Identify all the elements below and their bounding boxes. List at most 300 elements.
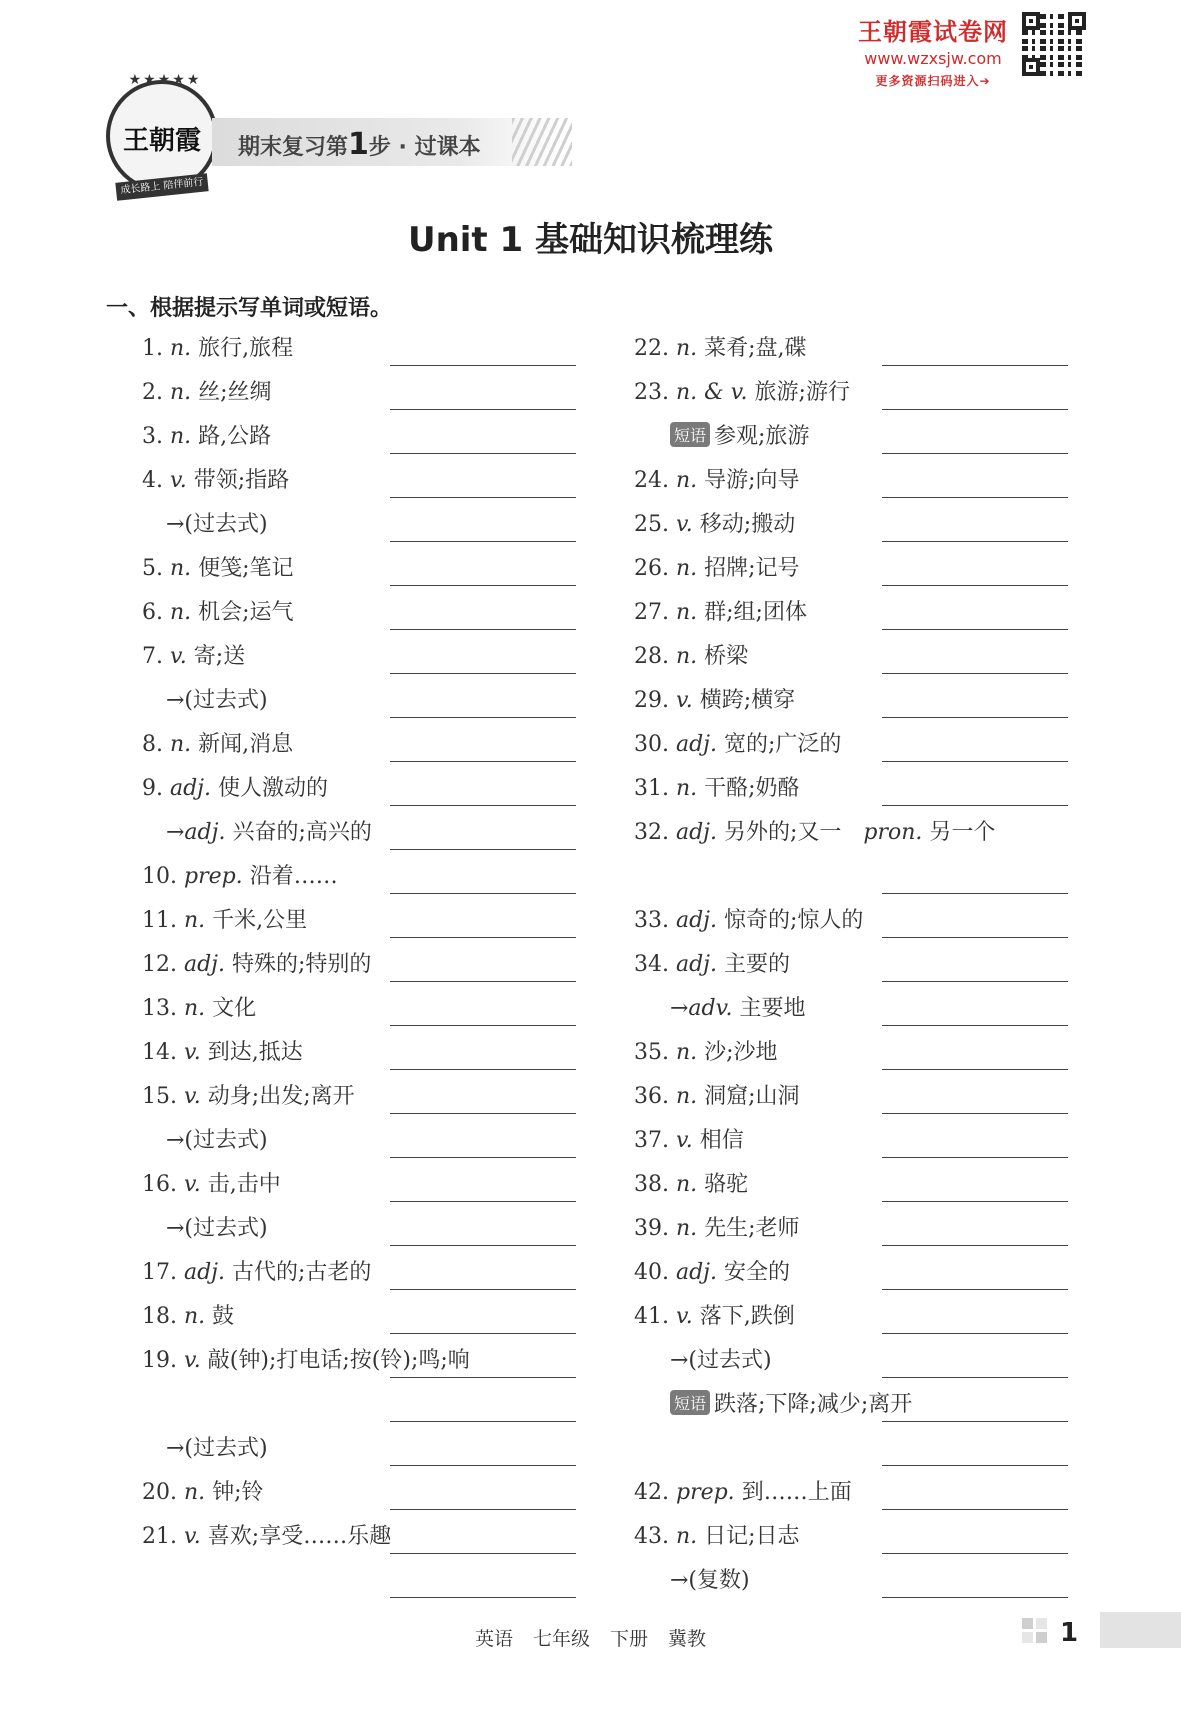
- vocab-prompt: [634, 1475, 852, 1506]
- part-of-speech: v.: [675, 512, 700, 537]
- part-of-speech: n.: [169, 380, 199, 405]
- vocab-row: [634, 551, 1074, 591]
- answer-blank[interactable]: [390, 849, 576, 850]
- brand-subtitle: 更多资源扫码进入➔: [875, 74, 991, 88]
- vocab-row: [634, 1475, 1074, 1515]
- item-number: 16.: [142, 1172, 184, 1197]
- answer-blank[interactable]: [390, 1289, 576, 1290]
- meaning-text: →(过去式): [166, 512, 268, 537]
- extra-meaning: pron. 另一个: [863, 820, 996, 845]
- vocab-row: [634, 1563, 1074, 1603]
- meaning-text: 文化: [212, 996, 257, 1021]
- item-number: 5.: [142, 556, 170, 581]
- vocab-prompt: [670, 1563, 750, 1594]
- meaning-text: 敲(钟);打电话;按(铃);鸣;响: [207, 1348, 470, 1373]
- item-number: 34.: [634, 952, 676, 977]
- answer-blank[interactable]: [390, 1157, 576, 1158]
- vocab-row: [634, 419, 1074, 459]
- vocab-prompt: [634, 1211, 800, 1242]
- item-number: 13.: [142, 996, 184, 1021]
- vocab-prompt: [166, 1431, 268, 1462]
- answer-blank[interactable]: [390, 1201, 576, 1202]
- meaning-text: 特殊的;特别的: [232, 952, 372, 977]
- vocab-prompt: [142, 1299, 234, 1330]
- meaning-text: 到……上面: [741, 1480, 852, 1505]
- vocab-row: [142, 551, 582, 591]
- item-number: 4.: [142, 468, 170, 493]
- meaning-text: 丝;丝绸: [198, 380, 272, 405]
- vocab-row: [634, 1035, 1074, 1075]
- answer-blank[interactable]: [882, 761, 1068, 762]
- vocab-row: [142, 1387, 582, 1427]
- meaning-text: 桥梁: [704, 644, 749, 669]
- answer-blank[interactable]: [882, 629, 1068, 630]
- part-of-speech: prep.: [675, 1480, 742, 1505]
- vocab-prompt: [634, 1519, 800, 1550]
- vocab-prompt: [634, 331, 807, 362]
- phrase-badge: 短语: [670, 422, 710, 447]
- answer-blank[interactable]: [390, 937, 576, 938]
- vocab-prompt: [142, 947, 371, 978]
- meaning-text: 沿着……: [249, 864, 338, 889]
- vocab-prompt: [142, 771, 328, 802]
- item-number: 22.: [634, 336, 676, 361]
- item-number: 43.: [634, 1524, 676, 1549]
- decor-squares: [1022, 1618, 1048, 1644]
- vocab-row: [634, 947, 1074, 987]
- vocab-row: [634, 1255, 1074, 1295]
- vocab-row: [142, 1211, 582, 1251]
- answer-blank[interactable]: [882, 365, 1068, 366]
- part-of-speech: adj.: [675, 952, 724, 977]
- answer-blank[interactable]: [390, 541, 576, 542]
- item-number: 37.: [634, 1128, 676, 1153]
- answer-blank[interactable]: [390, 1113, 576, 1114]
- meaning-text: 旅游;游行: [754, 380, 850, 405]
- item-number: 10.: [142, 864, 184, 889]
- meaning-text: 横跨;横穿: [699, 688, 796, 713]
- part-of-speech: n.: [169, 556, 199, 581]
- answer-blank[interactable]: [390, 453, 576, 454]
- vocab-prompt: [634, 463, 800, 494]
- vocab-row: [142, 375, 582, 415]
- part-of-speech: v.: [183, 1172, 208, 1197]
- item-number: 36.: [634, 1084, 676, 1109]
- vocab-row: [634, 1343, 1074, 1383]
- item-number: 28.: [634, 644, 676, 669]
- vocab-prompt: [142, 1475, 264, 1506]
- vocab-row: [634, 903, 1074, 943]
- item-number: 40.: [634, 1260, 676, 1285]
- answer-blank[interactable]: [390, 365, 576, 366]
- answer-blank[interactable]: [390, 409, 576, 410]
- vocab-prompt: [142, 595, 294, 626]
- part-of-speech: n.: [183, 1480, 213, 1505]
- part-of-speech: v.: [169, 468, 194, 493]
- part-of-speech: n.: [183, 1304, 213, 1329]
- vocab-prompt: [142, 1079, 355, 1110]
- answer-blank[interactable]: [390, 1245, 576, 1246]
- part-of-speech: n.: [675, 1172, 705, 1197]
- meaning-text: 干酪;奶酪: [704, 776, 800, 801]
- meaning-text: 洞窟;山洞: [704, 1084, 800, 1109]
- vocab-row: [142, 463, 582, 503]
- vocab-prompt: [634, 375, 850, 406]
- vocab-row: [634, 1211, 1074, 1251]
- vocab-prompt: [142, 903, 307, 934]
- item-number: 8.: [142, 732, 170, 757]
- vocab-prompt: [634, 771, 800, 802]
- meaning-text: →(过去式): [166, 1436, 268, 1461]
- part-of-speech: v.: [183, 1040, 208, 1065]
- vocab-prompt: [142, 375, 272, 406]
- vocab-prompt: [166, 1123, 268, 1154]
- vocab-row: [634, 1123, 1074, 1163]
- vocab-row: [634, 1167, 1074, 1207]
- part-of-speech: adj.: [183, 1260, 232, 1285]
- answer-blank[interactable]: [390, 1377, 576, 1378]
- answer-blank[interactable]: [390, 673, 576, 674]
- vocab-prompt: [670, 1343, 772, 1374]
- vocab-row: [634, 991, 1074, 1031]
- meaning-text: 击,击中: [207, 1172, 281, 1197]
- vocab-prompt: [634, 1255, 790, 1286]
- vocab-row: [634, 1387, 1074, 1427]
- answer-blank[interactable]: [390, 1025, 576, 1026]
- vocab-row: [142, 815, 582, 855]
- item-number: 11.: [142, 908, 184, 933]
- meaning-text: →(过去式): [670, 1348, 772, 1373]
- part-of-speech: v.: [675, 1128, 700, 1153]
- vocab-prompt: [142, 1255, 371, 1286]
- logo-slogan: 成长路上 陪伴前行: [115, 173, 208, 201]
- item-number: 15.: [142, 1084, 184, 1109]
- answer-blank[interactable]: [882, 1333, 1068, 1334]
- vocab-row: [142, 639, 582, 679]
- part-of-speech: v.: [183, 1348, 208, 1373]
- part-of-speech: adj.: [183, 952, 232, 977]
- meaning-text: 带领;指路: [193, 468, 290, 493]
- part-of-speech: n.: [675, 776, 705, 801]
- meaning-text: 跌落;下降;减少;离开: [714, 1392, 913, 1417]
- answer-blank[interactable]: [882, 893, 1068, 894]
- vocab-row: [142, 419, 582, 459]
- answer-blank[interactable]: [390, 1465, 576, 1466]
- item-number: 21.: [142, 1524, 184, 1549]
- item-number: 38.: [634, 1172, 676, 1197]
- answer-blank[interactable]: [390, 497, 576, 498]
- vocab-row: [142, 1299, 582, 1339]
- item-number: 42.: [634, 1480, 676, 1505]
- vocab-row: [142, 859, 582, 899]
- meaning-text: 导游;向导: [704, 468, 800, 493]
- answer-blank[interactable]: [882, 585, 1068, 586]
- answer-blank[interactable]: [882, 1245, 1068, 1246]
- vocab-row: [634, 463, 1074, 503]
- vocab-prompt: [634, 1123, 744, 1154]
- item-number: 2.: [142, 380, 170, 405]
- answer-blank[interactable]: [390, 1509, 576, 1510]
- vocab-prompt: [634, 1079, 800, 1110]
- answer-blank[interactable]: [390, 585, 576, 586]
- item-number: 19.: [142, 1348, 184, 1373]
- stars-icon: ★★★★★: [128, 72, 202, 88]
- meaning-text: →(过去式): [166, 1128, 268, 1153]
- vocab-row: [634, 859, 1074, 899]
- logo-name: 王朝霞: [122, 126, 201, 156]
- answer-blank[interactable]: [882, 1509, 1068, 1510]
- vocab-row: [142, 331, 582, 371]
- vocab-row: [634, 331, 1074, 371]
- part-of-speech: adj.: [675, 1260, 724, 1285]
- answer-blank[interactable]: [882, 1377, 1068, 1378]
- item-number: 1.: [142, 336, 170, 361]
- part-of-speech: prep.: [183, 864, 250, 889]
- part-of-speech: adj.: [675, 820, 724, 845]
- answer-blank[interactable]: [882, 497, 1068, 498]
- part-of-speech: n.: [169, 336, 199, 361]
- vocab-prompt: [634, 727, 841, 758]
- part-of-speech: n.: [675, 1524, 705, 1549]
- answer-blank[interactable]: [390, 1333, 576, 1334]
- vocab-row: [142, 683, 582, 723]
- meaning-text: 主要地: [739, 996, 806, 1021]
- vocab-prompt: [142, 859, 338, 890]
- wangzhaoxia-logo: [106, 72, 218, 197]
- vocab-row: [142, 1123, 582, 1163]
- part-of-speech: adj.: [169, 776, 218, 801]
- meaning-text: 参观;旅游: [714, 424, 810, 449]
- vocab-prompt: [142, 1035, 303, 1066]
- meaning-text: 寄;送: [193, 644, 246, 669]
- part-of-speech: →adv.: [670, 996, 740, 1021]
- vocab-row: [634, 1431, 1074, 1471]
- vocab-row: [634, 1299, 1074, 1339]
- vocab-prompt: [634, 595, 807, 626]
- answer-blank[interactable]: [390, 981, 576, 982]
- answer-blank[interactable]: [882, 1113, 1068, 1114]
- item-number: 14.: [142, 1040, 184, 1065]
- answer-blank[interactable]: [882, 1289, 1068, 1290]
- vocab-row: [142, 1431, 582, 1471]
- item-number: 41.: [634, 1304, 676, 1329]
- part-of-speech: →adj.: [166, 820, 233, 845]
- meaning-text: 先生;老师: [704, 1216, 800, 1241]
- item-number: 25.: [634, 512, 676, 537]
- answer-blank[interactable]: [390, 805, 576, 806]
- vocab-row: [634, 639, 1074, 679]
- section-heading: 一、根据提示写单词或短语。: [106, 296, 393, 321]
- vocab-row: [634, 683, 1074, 723]
- answer-blank[interactable]: [882, 1069, 1068, 1070]
- meaning-text: 千米,公里: [212, 908, 308, 933]
- banner-title: [238, 127, 481, 162]
- meaning-text: 旅行,旅程: [198, 336, 294, 361]
- page-tab: [1100, 1612, 1181, 1648]
- brand-block: [848, 12, 1018, 89]
- vocab-row: [634, 1079, 1074, 1119]
- answer-blank[interactable]: [882, 717, 1068, 718]
- footer-subject: 英语 七年级 下册 冀教: [474, 1628, 707, 1650]
- page-title: Unit 1 基础知识梳理练: [407, 220, 774, 260]
- vocab-prompt: [634, 1035, 778, 1066]
- vocab-row: [142, 507, 582, 547]
- vocab-row: [634, 375, 1074, 415]
- meaning-text: 移动;搬动: [699, 512, 796, 537]
- answer-blank[interactable]: [882, 453, 1068, 454]
- item-number: 12.: [142, 952, 184, 977]
- part-of-speech: n.: [675, 600, 705, 625]
- answer-blank[interactable]: [882, 1421, 1068, 1422]
- vocab-prompt: [634, 903, 863, 934]
- meaning-text: →(过去式): [166, 688, 268, 713]
- banner-stripes: [512, 118, 572, 166]
- meaning-text: 日记;日志: [704, 1524, 800, 1549]
- meaning-text: 相信: [699, 1128, 744, 1153]
- brand-url[interactable]: www.wzxsjw.com: [864, 49, 1002, 68]
- vocab-prompt: [166, 507, 268, 538]
- vocab-prompt: [166, 815, 372, 846]
- answer-blank[interactable]: [390, 717, 576, 718]
- item-number: 3.: [142, 424, 170, 449]
- item-number: 23.: [634, 380, 676, 405]
- meaning-text: 兴奋的;高兴的: [232, 820, 372, 845]
- meaning-text: 新闻,消息: [198, 732, 294, 757]
- item-number: 33.: [634, 908, 676, 933]
- item-number: 7.: [142, 644, 170, 669]
- vocab-prompt: [142, 639, 245, 670]
- part-of-speech: adj.: [675, 908, 724, 933]
- vocab-row: [634, 1519, 1074, 1559]
- answer-blank[interactable]: [882, 541, 1068, 542]
- vocab-prompt: [142, 331, 293, 362]
- part-of-speech: n.: [675, 556, 705, 581]
- meaning-text: 鼓: [212, 1304, 235, 1329]
- vocab-row: [634, 815, 1074, 855]
- vocab-prompt: [634, 1299, 795, 1330]
- vocab-prompt: [634, 507, 795, 538]
- meaning-text: 骆驼: [704, 1172, 749, 1197]
- vocab-row: [142, 771, 582, 811]
- vocab-row: [142, 947, 582, 987]
- vocab-prompt: [142, 419, 271, 450]
- item-number: 27.: [634, 600, 676, 625]
- vocab-row: [634, 507, 1074, 547]
- item-number: 17.: [142, 1260, 184, 1285]
- part-of-speech: v.: [183, 1524, 208, 1549]
- banner-suffix: 步 · 过课本: [368, 135, 481, 160]
- vocab-prompt: [634, 639, 748, 670]
- meaning-text: 主要的: [724, 952, 791, 977]
- meaning-text: 使人激动的: [218, 776, 329, 801]
- answer-blank[interactable]: [882, 409, 1068, 410]
- part-of-speech: adj.: [675, 732, 724, 757]
- vocab-row: [634, 727, 1074, 767]
- vocab-row: [634, 771, 1074, 811]
- vocab-prompt: [142, 551, 294, 582]
- meaning-text: 路,公路: [198, 424, 272, 449]
- vocab-prompt: [634, 551, 800, 582]
- meaning-text: 喜欢;享受……乐趣: [207, 1524, 392, 1549]
- answer-blank[interactable]: [882, 1025, 1068, 1026]
- item-number: 24.: [634, 468, 676, 493]
- meaning-text: 动身;出发;离开: [207, 1084, 355, 1109]
- vocab-prompt: [634, 1167, 748, 1198]
- answer-blank[interactable]: [390, 629, 576, 630]
- answer-blank[interactable]: [882, 805, 1068, 806]
- vocab-prompt: [670, 1387, 912, 1418]
- brand-name: 王朝霞试卷网: [858, 18, 1008, 46]
- part-of-speech: v.: [169, 644, 194, 669]
- part-of-speech: n.: [183, 908, 213, 933]
- item-number: 26.: [634, 556, 676, 581]
- vocab-prompt: [166, 1211, 268, 1242]
- item-number: 30.: [634, 732, 676, 757]
- answer-blank[interactable]: [390, 1421, 576, 1422]
- answer-blank[interactable]: [882, 1597, 1068, 1598]
- meaning-text: 机会;运气: [198, 600, 294, 625]
- item-number: 32.: [634, 820, 676, 845]
- banner-step: 1: [348, 127, 369, 162]
- answer-blank[interactable]: [882, 1157, 1068, 1158]
- vocab-row: [142, 1475, 582, 1515]
- answer-blank[interactable]: [390, 761, 576, 762]
- meaning-text: 落下,跌倒: [699, 1304, 795, 1329]
- answer-blank[interactable]: [390, 1069, 576, 1070]
- answer-blank[interactable]: [882, 1553, 1068, 1554]
- meaning-text: 另外的;又一: [724, 820, 842, 845]
- answer-blank[interactable]: [882, 1465, 1068, 1466]
- answer-blank[interactable]: [390, 1553, 576, 1554]
- vocab-prompt: [670, 991, 805, 1022]
- item-number: 31.: [634, 776, 676, 801]
- vocab-prompt: [142, 1167, 281, 1198]
- meaning-text: 便笺;笔记: [198, 556, 294, 581]
- meaning-text: 到达,抵达: [207, 1040, 303, 1065]
- vocab-row: [142, 1079, 582, 1119]
- answer-blank[interactable]: [882, 937, 1068, 938]
- part-of-speech: n.: [169, 732, 199, 757]
- vocab-row: [142, 991, 582, 1031]
- answer-blank[interactable]: [882, 673, 1068, 674]
- qr-code-icon[interactable]: [1022, 12, 1086, 76]
- part-of-speech: n.: [169, 600, 199, 625]
- part-of-speech: v.: [675, 688, 700, 713]
- item-number: 35.: [634, 1040, 676, 1065]
- vocab-prompt: [166, 683, 268, 714]
- part-of-speech: n.: [675, 1084, 705, 1109]
- vocab-row: [142, 1519, 582, 1559]
- part-of-speech: n.: [183, 996, 213, 1021]
- vocab-prompt: [142, 1519, 391, 1550]
- vocab-prompt: [670, 419, 809, 450]
- vocab-prompt: [634, 947, 790, 978]
- vocab-row: [142, 903, 582, 943]
- vocab-prompt: [142, 991, 256, 1022]
- meaning-text: 钟;铃: [212, 1480, 264, 1505]
- answer-blank[interactable]: [882, 981, 1068, 982]
- section-banner: [212, 118, 562, 166]
- vocab-prompt: [634, 815, 995, 846]
- answer-blank[interactable]: [390, 1597, 576, 1598]
- answer-blank[interactable]: [882, 1201, 1068, 1202]
- answer-blank[interactable]: [390, 893, 576, 894]
- item-number: 6.: [142, 600, 170, 625]
- item-number: 39.: [634, 1216, 676, 1241]
- vocab-prompt: [142, 727, 293, 758]
- vocab-row: [142, 727, 582, 767]
- part-of-speech: n.: [169, 424, 199, 449]
